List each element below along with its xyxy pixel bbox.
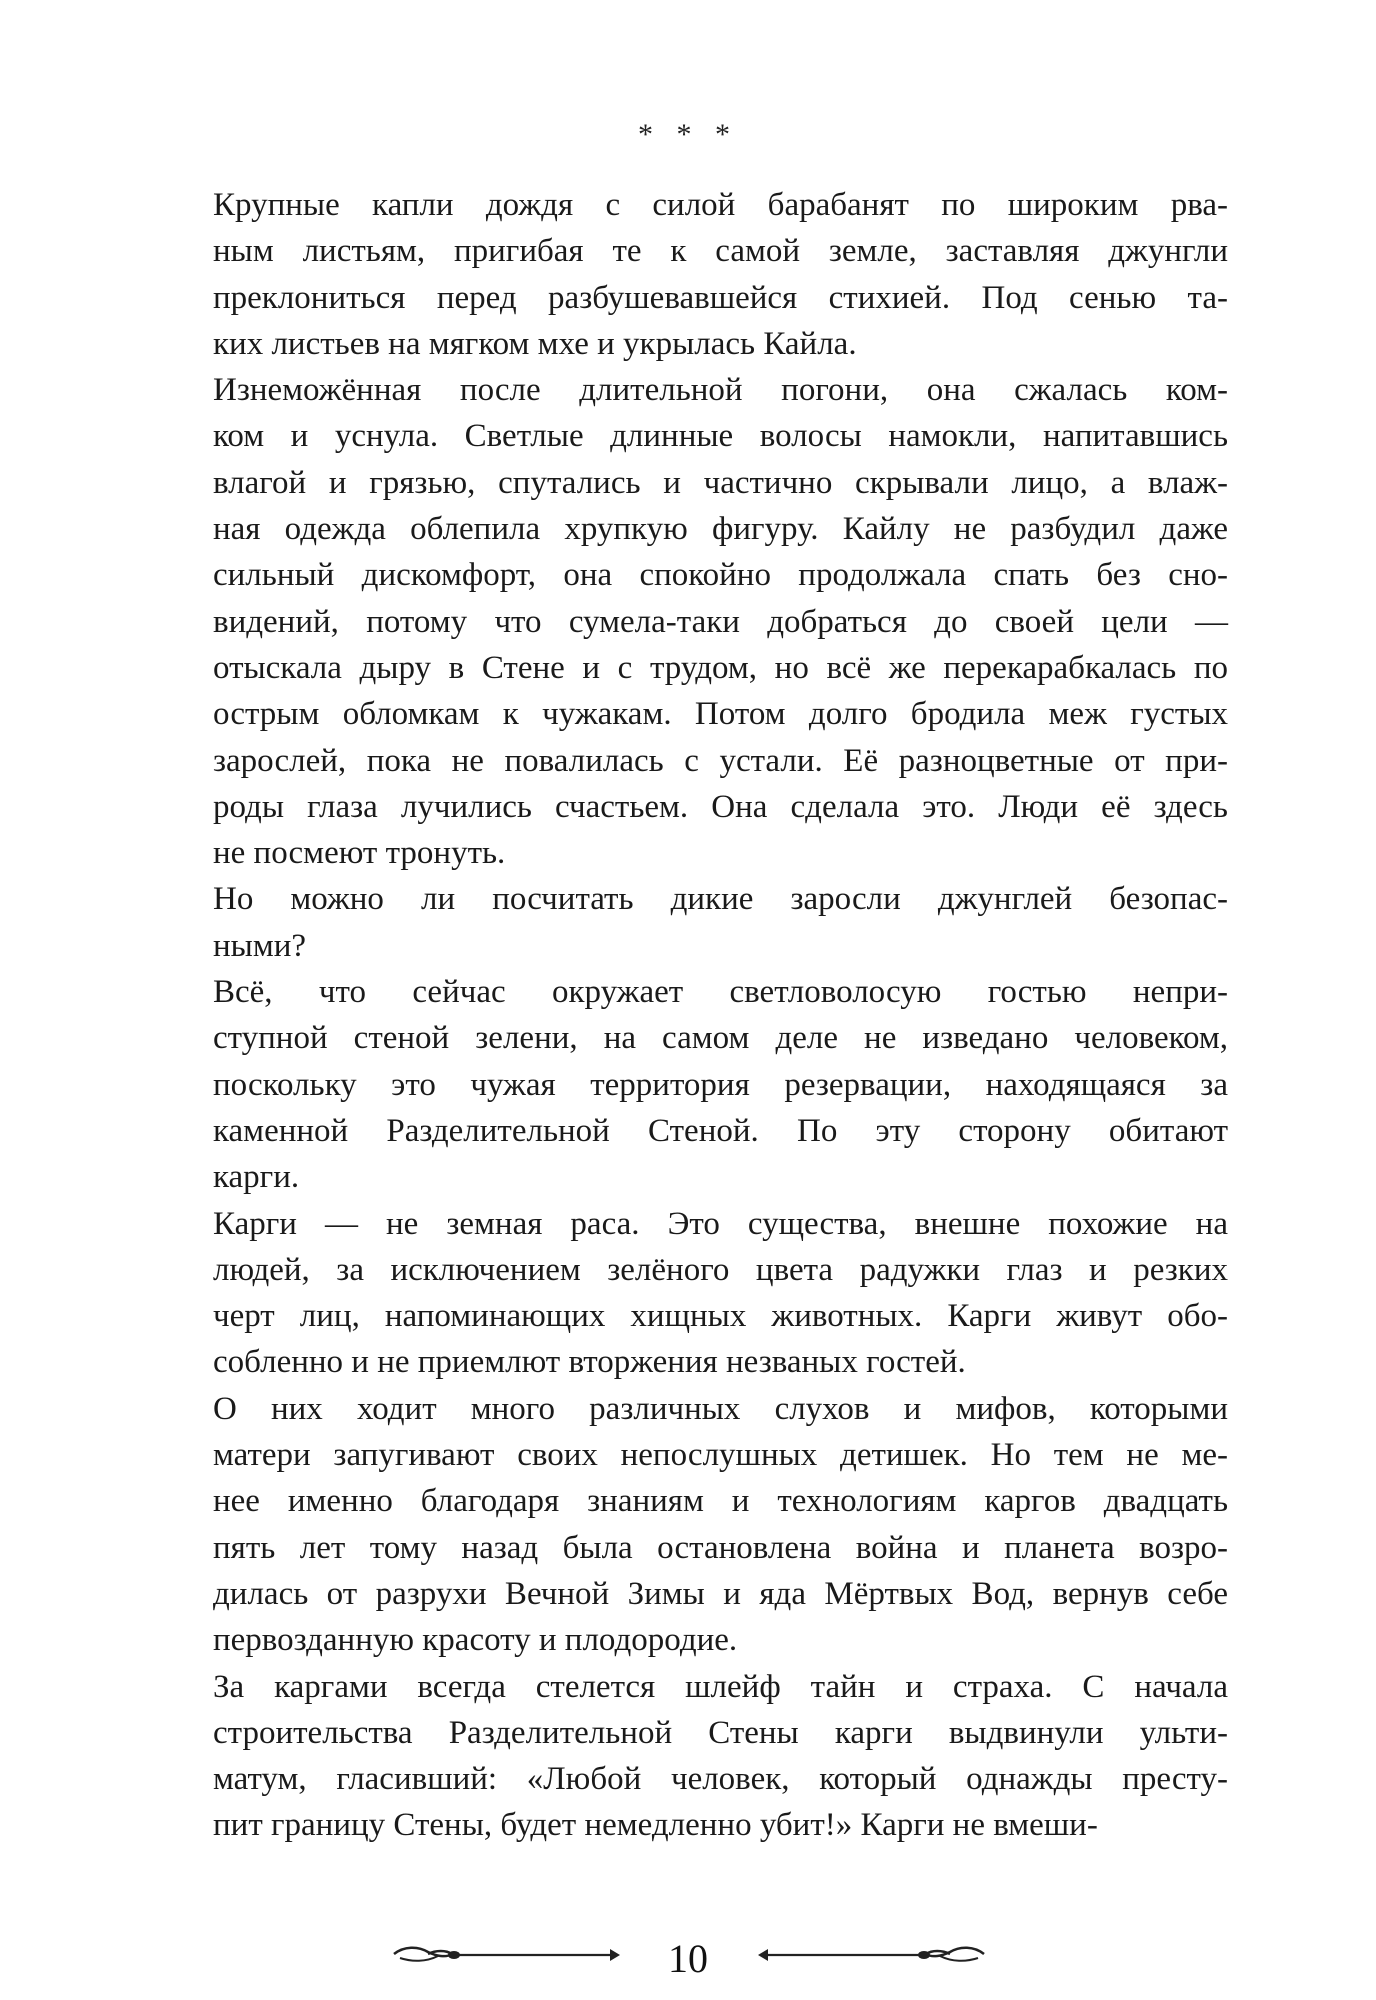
section-separator: * * * xyxy=(638,118,738,151)
page-footer xyxy=(0,1920,1376,1990)
text-line: собленно и не приемлют вторжения незваных гостей. xyxy=(213,1344,966,1381)
text-line: сильный дискомфорт, она спокойно продолжала спать без сно- xyxy=(213,557,1228,594)
text-line: отыскала дыру в Стене и с трудом, но всё же перекарабкалась по xyxy=(213,649,1228,686)
text-line: матери запугивают своих непослушных детишек. Но тем не ме- xyxy=(213,1437,1228,1474)
paragraph xyxy=(213,367,1228,876)
text-line: нее именно благодаря знаниям и технологиям каргов двадцать xyxy=(213,1483,1228,1520)
paragraph xyxy=(213,1386,1228,1664)
text-line: Крупные капли дождя с силой барабанят по широким рва- xyxy=(213,187,1228,223)
text-line: каменной Разделительной Стеной. По эту сторону обитают xyxy=(213,1112,1228,1149)
right-ornament-icon xyxy=(756,1940,986,1970)
text-line: ным листьям, пригибая те к самой земле, заставляя джунгли xyxy=(213,233,1228,270)
text-line: первозданную красоту и плодородие. xyxy=(213,1622,738,1659)
text-line: роды глаза лучились счастьем. Она сделала это. Люди её здесь xyxy=(213,788,1228,825)
text-line: преклониться перед разбушевавшейся стихией. Под сенью та- xyxy=(213,279,1228,316)
text-line: ная одежда облепила хрупкую фигуру. Кайлу не разбудил даже xyxy=(213,511,1228,548)
text-line: О них ходит много различных слухов и мифов, которыми xyxy=(213,1390,1228,1427)
text-line: матум, гласивший: «Любой человек, который однажды престу- xyxy=(213,1761,1228,1798)
paragraph xyxy=(213,1664,1228,1849)
text-line: ступной стеной зелени, на самом деле не изведано человеком, xyxy=(213,1020,1228,1057)
text-line: карги. xyxy=(213,1159,300,1196)
text-line: поскольку это чужая территория резервации, находящаяся за xyxy=(213,1066,1228,1103)
text-line: строительства Разделительной Стены карги выдвинули ульти- xyxy=(213,1714,1228,1751)
text-line: Карги — не земная раса. Это существа, внешне похожие на xyxy=(213,1205,1228,1242)
text-line: влагой и грязью, спутались и частично скрывали лицо, а влаж- xyxy=(213,464,1228,501)
text-line: пять лет тому назад была остановлена война и планета возро- xyxy=(213,1529,1228,1566)
text-line: ких листьев на мягком мхе и укрылась Кайла. xyxy=(213,325,857,362)
text-line: Изнеможённая после длительной погони, она сжалась ком- xyxy=(213,372,1228,409)
text-line: За каргами всегда стелется шлейф тайн и страха. С начала xyxy=(213,1668,1228,1705)
text-line: ком и уснула. Светлые длинные волосы намокли, напитавшись xyxy=(213,418,1228,455)
paragraph xyxy=(213,969,1228,1200)
text-line: не посмеют тронуть. xyxy=(213,835,506,872)
paragraph xyxy=(213,1201,1228,1386)
body-text xyxy=(213,182,1228,1849)
text-line: Но можно ли посчитать дикие заросли джунглей безопас- xyxy=(213,881,1228,918)
text-line: Всё, что сейчас окружает светловолосую гостью непри- xyxy=(213,974,1228,1011)
text-line: пит границу Стены, будет немедленно убит!» Карги не вмеши- xyxy=(213,1807,1098,1844)
text-line: видений, потому что сумела-таки добраться до своей цели — xyxy=(213,603,1228,640)
text-line: острым обломкам к чужакам. Потом долго бродила меж густых xyxy=(213,696,1228,733)
page-number: 10 xyxy=(668,1936,708,1981)
text-line: дилась от разрухи Вечной Зимы и яда Мёртвых Вод, вернув себе xyxy=(213,1575,1228,1612)
text-line: ными? xyxy=(213,927,307,964)
text-line: людей, за исключением зелёного цвета радужки глаз и резких xyxy=(213,1251,1228,1288)
paragraph xyxy=(213,876,1228,969)
text-line: зарослей, пока не повалилась с устали. Её разноцветные от при- xyxy=(213,742,1228,779)
text-line: черт лиц, напоминающих хищных животных. Карги живут обо- xyxy=(213,1298,1228,1335)
paragraph xyxy=(213,182,1228,367)
